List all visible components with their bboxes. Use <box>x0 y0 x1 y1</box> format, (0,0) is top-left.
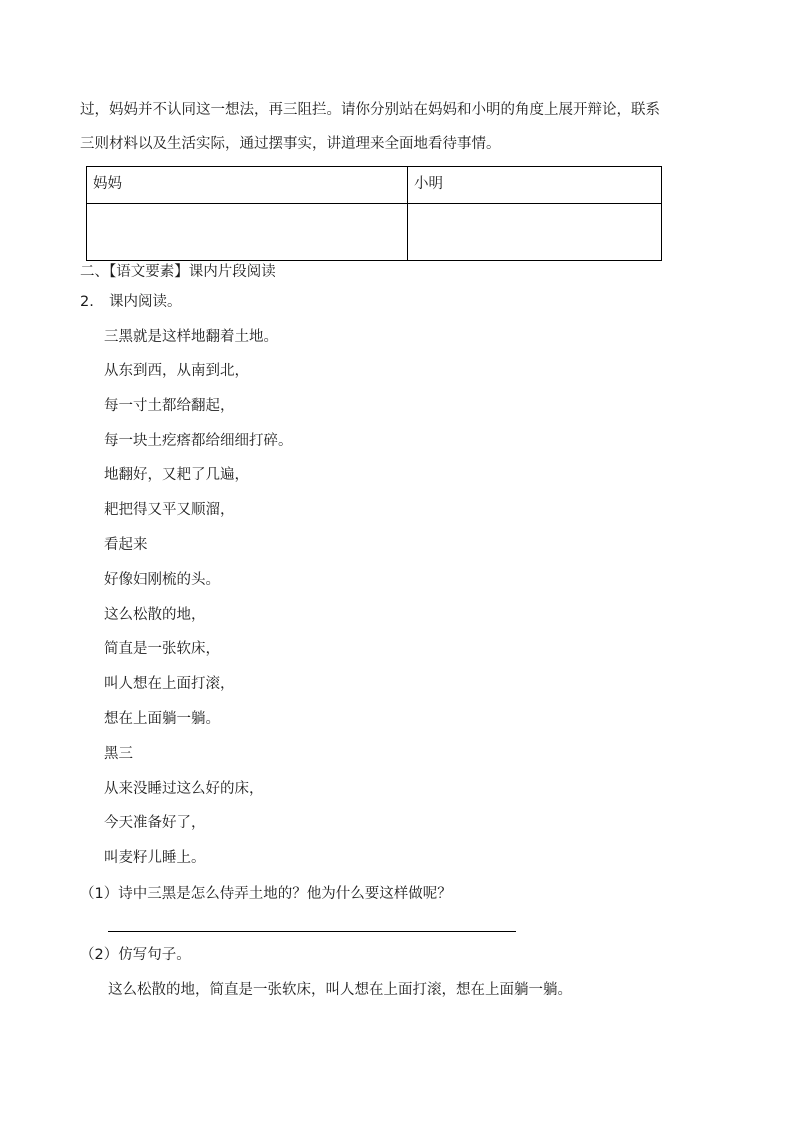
intro-text-line-1: 过，妈妈并不认同这一想法，再三阻拦。请你分别站在妈妈和小明的角度上展开辩论，联系 <box>80 102 660 118</box>
poem-line: 地翻好，又耙了几遍， <box>104 467 249 483</box>
header-xiaoming: 小明 <box>408 167 662 204</box>
poem-line: 叫麦籽儿睡上。 <box>104 850 206 866</box>
poem-line: 简直是一张软床， <box>104 641 220 657</box>
poem-line: 叫人想在上面打滚， <box>104 676 235 692</box>
table-header-row <box>87 167 662 204</box>
poem-line: 三黑就是这样地翻着土地。 <box>104 329 278 345</box>
answer-cell-xiaoming[interactable] <box>408 204 662 261</box>
poem-line: 这么松散的地， <box>104 607 206 623</box>
question-text: 课内阅读。 <box>109 294 182 310</box>
poem-line: 好像妇刚梳的头。 <box>104 572 220 588</box>
question-number: 2. <box>80 294 94 310</box>
poem-line: 从东到西，从南到北， <box>104 363 249 379</box>
poem-line: 今天准备好了， <box>104 815 206 831</box>
example-sentence: 这么松散的地，简直是一张软床，叫人想在上面打滚，想在上面躺一躺。 <box>108 982 572 998</box>
poem-line: 黑三 <box>104 746 133 762</box>
answer-cell-mother[interactable] <box>87 204 408 261</box>
poem-line: 看起来 <box>104 537 148 553</box>
poem-line: 想在上面躺一躺。 <box>104 711 220 727</box>
intro-text-line-2: 三则材料以及生活实际，通过摆事实，讲道理来全面地看待事情。 <box>80 136 501 152</box>
answer-line[interactable] <box>108 931 516 932</box>
sub-question-1: （1）诗中三黑是怎么侍弄土地的？他为什么要这样做呢？ <box>80 886 452 902</box>
debate-table <box>86 166 662 261</box>
poem-line: 从来没睡过这么好的床， <box>104 781 264 797</box>
section-title: 二、【语文要素】课内片段阅读 <box>80 264 276 280</box>
table-answer-row <box>87 204 662 261</box>
sub-question-2: （2）仿写句子。 <box>80 947 191 963</box>
poem-line: 每一块土疙瘩都给细细打碎。 <box>104 433 293 449</box>
header-mother: 妈妈 <box>87 167 408 204</box>
poem-line: 耙把得又平又顺溜， <box>104 502 235 518</box>
poem-line: 每一寸土都给翻起， <box>104 398 235 414</box>
